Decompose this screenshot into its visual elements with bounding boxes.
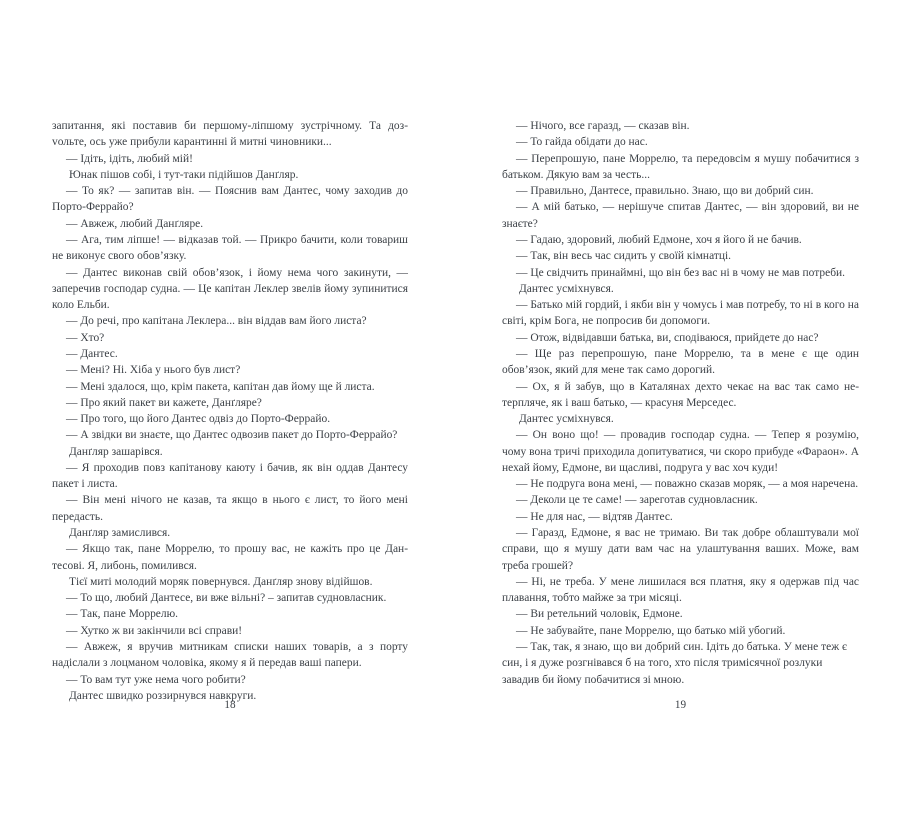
paragraph: — Нічого, все гаразд, — сказав він. xyxy=(516,120,690,132)
paragraph: — Перепрошую, пане Моррелю, та передовсім я мушу побачитися з батьком. Дякую вам за честь... xyxy=(502,152,859,181)
paragraph: Тієї миті молодий моряк повернувся. Данґляр знову відійшов. xyxy=(69,575,373,588)
paragraph: — Ідіть, ідіть, любий мій! xyxy=(66,152,193,165)
paragraph: — Про того, що його Дантес одвіз до Порто-Феррайо. xyxy=(66,413,331,426)
paragraph: — Про який пакет ви кажете, Данґляре? xyxy=(66,396,262,409)
page-number-right: 19 xyxy=(674,699,687,711)
paragraph: — Не подруга вона мені, — поважно сказав моряк, — а моя наречена. xyxy=(516,478,859,491)
paragraph: — Дантес виконав свій обов’язок, і йому нема чого закинути, — заперечив господар судна. — Це капітан Леклер звелів йому зупинитися коло Ельби. xyxy=(52,266,408,312)
paragraph: — Авжеж, любий Данґляре. xyxy=(66,217,204,230)
paragraph: Дантес усміхнувся. xyxy=(519,413,614,426)
paragraph: — Отож, відвідавши батька, ви, сподіваюся, прийдете до нас? xyxy=(516,331,819,344)
page-right-textblock xyxy=(502,118,859,688)
paragraph: — Авжеж, я вручив митникам списки наших товарів, а з порту надіслали з лоцманом чоловіка, якому я й передав ваші папери. xyxy=(52,641,408,670)
paragraph: — Не для нас, — відтяв Дантес. xyxy=(516,510,673,523)
paragraph: — Деколи це те саме! — зареготав судновласник. xyxy=(516,494,758,507)
paragraph: — Правильно, Дантесе, правильно. Знаю, що ви добрий син. xyxy=(516,185,814,198)
paragraph: — Ще раз перепрошую, пане Моррелю, та в мене є ще один обов’язок, який для мене так само дорогий. xyxy=(502,347,859,377)
paragraph: — А звідки ви знаєте, що Дантес одвозив пакет до Порто-Феррайо? xyxy=(66,429,398,442)
paragraph: — То вам тут уже нема чого робити? xyxy=(66,673,246,686)
paragraph: — Він мені нічого не казав, та якщо в нього є лист, то його мені передасть. xyxy=(52,494,408,523)
paragraph: — То гайда обідати до нас. xyxy=(516,136,648,149)
paragraph: — Он воно що! — провадив господар судна. — Тепер я розумію, чому вона тричі приходила допитуватися, чи скоро прибуде «Фараон». А нехай йому, Едмоне, ви щасливі, подруга у вас хоч куди! xyxy=(502,429,859,474)
paragraph: — Ага, тим ліпше! — відказав той. — Прикро бачити, коли товариш не виконує свого обов’язку. xyxy=(52,233,408,263)
page-left xyxy=(52,118,408,718)
paragraph: — Це свідчить принаймні, що він без вас ні в чому не мав потреби. xyxy=(516,266,846,279)
paragraph: — Мені здалося, що, крім пакета, капітан дав йому ще й листа. xyxy=(66,380,375,393)
paragraph: запитання, які поставив би першому-ліпшому зустрічному. Та дозvольте, ось уже прибули карантинні й митні чиновники... xyxy=(52,120,408,149)
paragraph: — То як? — запитав він. — Пояснив вам Дантес, чому заходив до Порто-Феррайо? xyxy=(52,185,408,214)
paragraph: — То що, любий Дантесе, ви вже вільні? – запитав судновласник. xyxy=(66,592,387,605)
paragraph: — Хутко ж ви закінчили всі справи! xyxy=(66,624,243,637)
paragraph: Данґляр зашарівся. xyxy=(69,445,163,458)
paragraph: — Гаразд, Едмоне, я вас не тримаю. Ви так добре облаштували мої справи, що я мушу дати вам час на улаштування ваших. Може, вам треба грошей? xyxy=(502,527,859,572)
paragraph: — Якщо так, пане Моррелю, то прошу вас, не кажіть про це Дантесові. Я, либонь, помилився. xyxy=(52,543,408,572)
paragraph: — Гадаю, здоровий, любий Едмоне, хоч я його й не бачив. xyxy=(516,233,802,246)
paragraph: Дантес швидко роззирнувся навкруги. xyxy=(69,689,257,702)
paragraph: Юнак пішов собі, і тут-таки підійшов Данґляр. xyxy=(69,168,299,181)
paragraph: — Так, так, я знаю, що ви добрий син. Ідіть до батька. У мене теж є син, і я дуже розгнівався б на того, хто після тримісячної розлуки завадив би йому побачитися зі мною. xyxy=(502,641,847,686)
paragraph: — А мій батько, — нерішуче спитав Дантес, — він здоровий, ви не знаєте? xyxy=(502,201,859,230)
paragraph: — Дантес. xyxy=(66,347,118,360)
paragraph: Дантес усміхнувся. xyxy=(519,282,614,295)
paragraph: — Не забувайте, пане Моррелю, що батько мій убогий. xyxy=(516,624,786,637)
paragraph: — Я проходив повз капітанову каюту і бачив, як він оддав Дантесу пакет і листа. xyxy=(52,461,408,491)
paragraph: — Так, пане Моррелю. xyxy=(66,608,179,621)
paragraph: — Мені? Ні. Хіба у нього був лист? xyxy=(66,364,241,377)
page-right xyxy=(502,118,859,718)
paragraph: Данґляр замислився. xyxy=(69,527,171,540)
paragraph: — Хто? xyxy=(66,331,105,344)
paragraph: — Ох, я й забув, що в Каталянах дехто чекає на вас так само нетерпляче, як і ваш батько, — красуня Мерседес. xyxy=(502,380,859,409)
paragraph: — Ви ретельний чоловік, Едмоне. xyxy=(516,608,683,621)
paragraph: — Батько мій гордий, і якби він у чомусь і мав потребу, то ні в кого на світі, крім Бога, не попросив би допомоги. xyxy=(502,299,859,328)
page-left-textblock xyxy=(52,118,408,704)
paragraph: — Так, він весь час сидить у своїй кімнатці. xyxy=(516,250,732,263)
paragraph: — Ні, не треба. У мене лишилася вся платня, яку я одержав під час плавання, тобто майже за три місяці. xyxy=(502,575,859,605)
page-number-left: 18 xyxy=(224,699,236,711)
paragraph: — До речі, про капітана Леклера... він віддав вам його листа? xyxy=(66,315,367,328)
